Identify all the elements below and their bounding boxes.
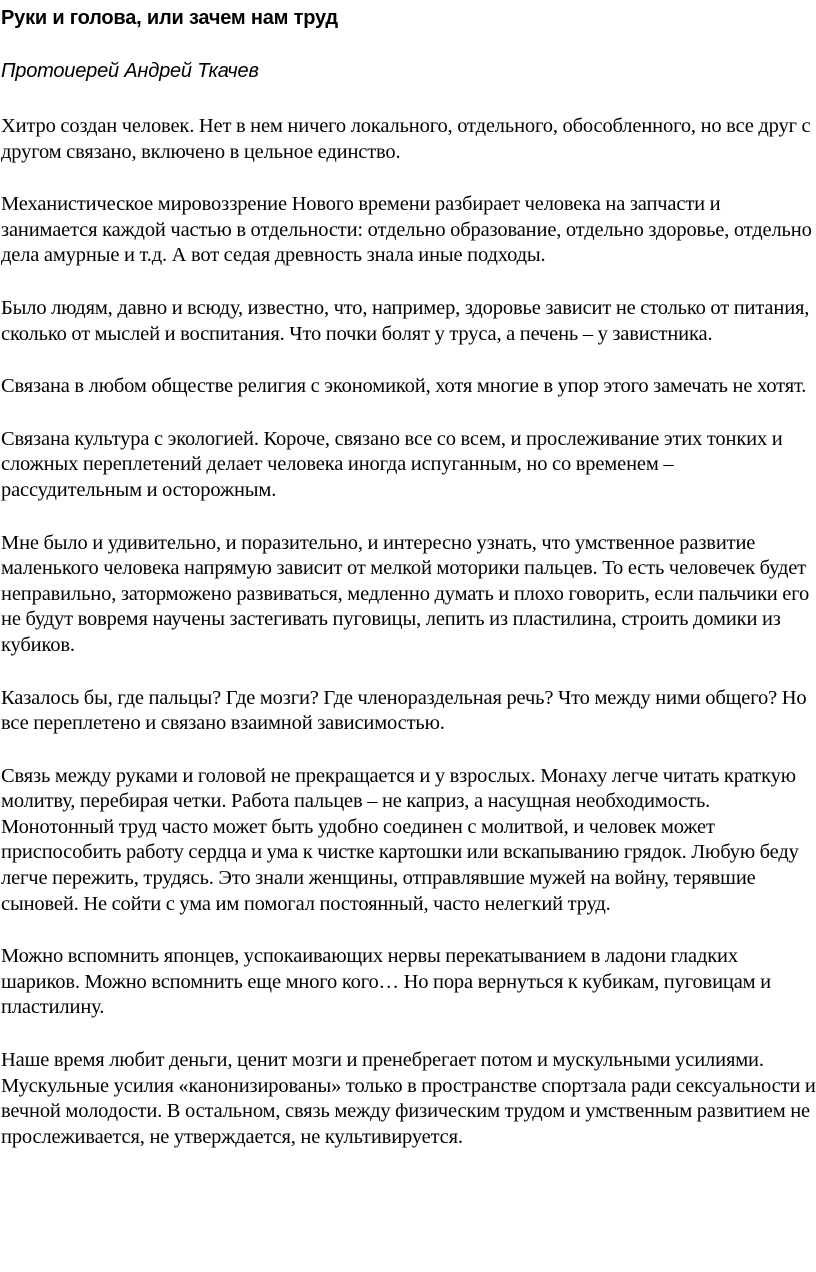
paragraph: Можно вспомнить японцев, успокаивающих нервы перекатыванием в ладони гладких шариков. Можно вспомнить еще много кого… Но пора вернуться к кубикам, пуговицам и пластилину. (1, 945, 771, 1019)
document-body (1, 114, 816, 1150)
paragraph: Наше время любит деньги, ценит мозги и пренебрегает потом и мускульными усилиями. Мускульные усилия «канонизированы» только в пространстве спортзала ради сексуальности и вечной молодости. В остальном, связь между физическим трудом и умственным развитием не прослеживается, не утверждается, не культивируется. (1, 1049, 816, 1148)
paragraph: Хитро создан человек. Нет в нем ничего локального, отдельного, обособленного, но все друг с другом связано, включено в цельное единство. (1, 115, 811, 163)
paragraph: Было людям, давно и всюду, известно, что, например, здоровье зависит не столько от питания, сколько от мыслей и воспитания. Что почки болят у труса, а печень – у завистника. (1, 296, 810, 345)
paragraph: Механистическое мировоззрение Нового времени разбирает человека на запчасти и занимается каждой частью в отдельности: отдельно образование, отдельно здоровье, отдельно дела амурные и т.д. А вот седая древность знала иные подходы. (1, 193, 812, 267)
document-author: Протоиерей Андрей Ткачев (1, 60, 259, 82)
paragraph: Связана в любом обществе религия с экономикой, хотя многие в упор этого замечать не хотят. (1, 375, 807, 398)
paragraph: Связана культура с экологией. Короче, связано все со всем, и прослеживание этих тонких и сложных переплетений делает человека иногда испуганным, но со временем – рассудительным и осторожным. (1, 427, 783, 501)
paragraph: Связь между руками и головой не прекращается и у взрослых. Монаху легче читать краткую молитву, перебирая четки. Работа пальцев – не каприз, а насущная необходимость. Монотонный труд часто может быть удобно соединен с молитвой, и человек может приспособить работу сердца и ума к чистке картошки или вскапыванию грядок. Любую беду легче пережить, трудясь. Это знали женщины, отправлявшие мужей на войну, терявшие сыновей. Не сойти с ума им помогал постоянный, часто нелегкий труд. (1, 764, 799, 915)
paragraph: Мне было и удивительно, и поразительно, и интересно узнать, что умственное развитие маленького человека напрямую зависит от мелкой моторики пальцев. То есть человечек будет неправильно, заторможено развиваться, медленно думать и плохо говорить, если пальчики его не будут вовремя научены застегивать пуговицы, лепить из пластилина, строить домики из кубиков. (1, 531, 810, 656)
document-title: Руки и голова, или зачем нам труд (1, 7, 338, 29)
paragraph: Казалось бы, где пальцы? Где мозги? Где членораздельная речь? Что между ними общего? Но все переплетено и связано взаимной зависимостью. (1, 686, 807, 735)
